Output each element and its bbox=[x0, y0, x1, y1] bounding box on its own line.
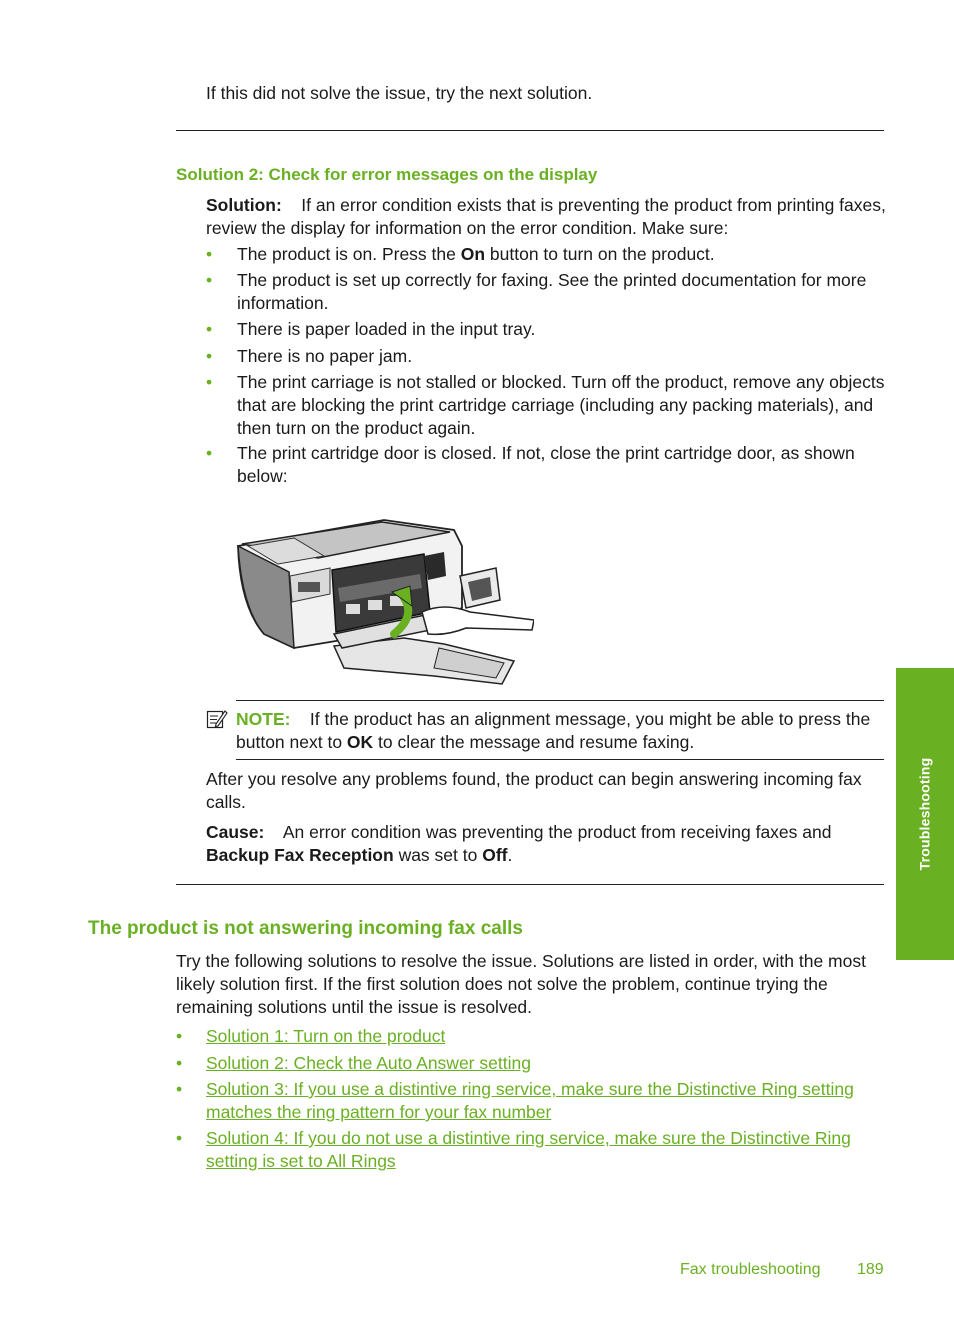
link-solution-3[interactable]: Solution 3: If you use a distintive ring service, make sure the Distinctive Ring setting matches the ring pattern for your fax number bbox=[206, 1079, 854, 1122]
list-item: The print carriage is not stalled or blocked. Turn off the product, remove any objects that are blocking the print cartridge carriage (including any packing materials), and then turn on the product again. bbox=[237, 372, 885, 438]
page-number: 189 bbox=[857, 1261, 884, 1278]
cause-label: Cause: bbox=[206, 822, 265, 842]
after-text: After you resolve any problems found, the product can begin answering incoming fax calls. bbox=[206, 769, 862, 812]
cause-paragraph bbox=[206, 821, 888, 867]
cause-text: An error condition was preventing the product from receiving faxes and bbox=[282, 822, 832, 842]
list-item: There is paper loaded in the input tray. bbox=[237, 319, 536, 339]
section-intro: Try the following solutions to resolve the issue. Solutions are listed in order, with the most likely solution first. If the first solution does not solve the problem, continue trying the remaining solutions until the issue is resolved. bbox=[176, 951, 866, 1017]
cause-text: was set to bbox=[393, 845, 483, 865]
bullet-marker: • bbox=[206, 443, 213, 463]
bullet-marker: • bbox=[206, 319, 213, 339]
note-bottom-rule bbox=[236, 759, 884, 760]
note-text: to clear the message and resume faxing. bbox=[373, 732, 695, 752]
note-pencil-icon bbox=[206, 708, 228, 730]
list-item-text: button to turn on the product. bbox=[485, 244, 715, 264]
link-solution-2[interactable]: Solution 2: Check the Auto Answer setting bbox=[206, 1053, 531, 1073]
list-item: The print cartridge door is closed. If not, close the print cartridge door, as shown below: bbox=[237, 443, 855, 486]
list-item: There is no paper jam. bbox=[237, 346, 413, 366]
note-text: If the product has an alignment message, you might be able to press the button next to bbox=[236, 709, 871, 752]
solution-paragraph bbox=[206, 194, 886, 240]
solution-text: If an error condition exists that is preventing the product from printing faxes, review the display for information on the error condition. Make sure: bbox=[206, 195, 886, 238]
section-heading: The product is not answering incoming fax calls bbox=[88, 918, 523, 939]
cause-bold: Backup Fax Reception bbox=[206, 845, 394, 865]
link-solution-1[interactable]: Solution 1: Turn on the product bbox=[206, 1026, 446, 1046]
note-bold: OK bbox=[346, 732, 374, 752]
list-item-text: The product is on. Press the bbox=[237, 244, 461, 264]
note-top-rule bbox=[236, 700, 884, 701]
list-item bbox=[237, 243, 887, 266]
bullet-marker: • bbox=[176, 1079, 183, 1099]
footer-section: Fax troubleshooting bbox=[680, 1261, 821, 1278]
bullet-marker: • bbox=[176, 1053, 183, 1073]
solution2-heading: Solution 2: Check for error messages on the display bbox=[176, 165, 598, 184]
list-item-bold: On bbox=[460, 244, 486, 264]
bullet-marker: • bbox=[206, 244, 213, 264]
divider bbox=[176, 130, 884, 131]
bullet-marker: • bbox=[206, 346, 213, 366]
printer-illustration bbox=[234, 516, 534, 690]
bullet-marker: • bbox=[176, 1026, 183, 1046]
list-item: The product is set up correctly for faxing. See the printed documentation for more information. bbox=[237, 270, 867, 313]
hand bbox=[422, 607, 534, 634]
cause-text: . bbox=[507, 845, 513, 865]
bullet-marker: • bbox=[206, 372, 213, 392]
link-solution-4[interactable]: Solution 4: If you do not use a distintive ring service, make sure the Distinctive Ring setting is set to All Rings bbox=[206, 1128, 851, 1171]
side-tab-label: Troubleshooting bbox=[916, 757, 933, 871]
note-label: NOTE: bbox=[236, 709, 291, 729]
intro-text: If this did not solve the issue, try the next solution. bbox=[206, 83, 593, 103]
divider bbox=[176, 884, 884, 885]
note-paragraph bbox=[236, 708, 888, 754]
bullet-marker: • bbox=[206, 270, 213, 290]
side-tab bbox=[896, 668, 954, 960]
solution-label: Solution: bbox=[206, 195, 282, 215]
cause-bold: Off bbox=[482, 845, 508, 865]
bullet-marker: • bbox=[176, 1128, 183, 1148]
